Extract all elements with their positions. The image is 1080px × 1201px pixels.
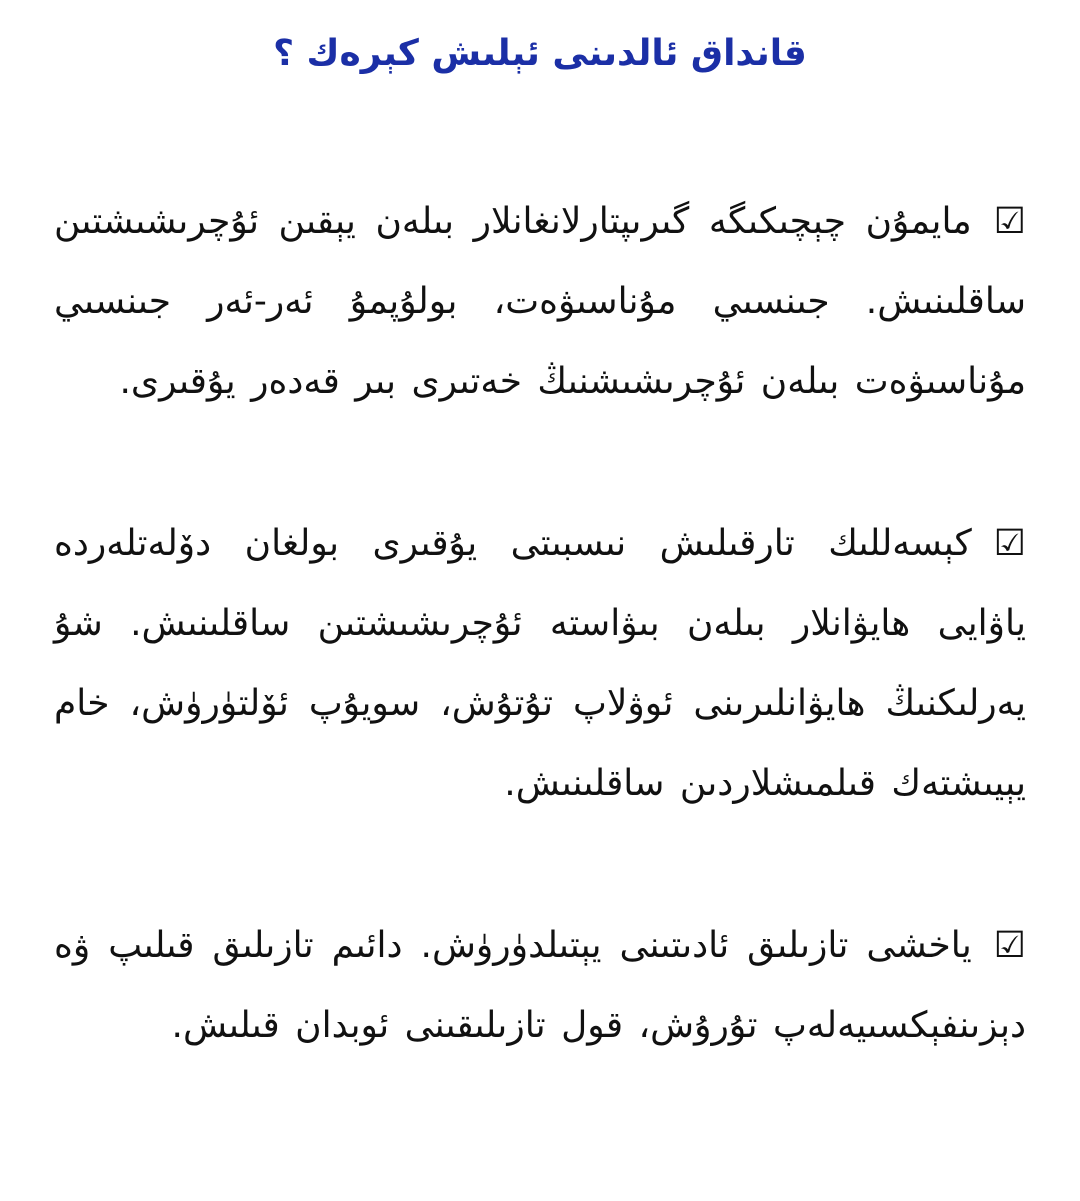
checkbox-checked-icon: ☑ [993, 523, 1026, 564]
paragraph-item-1 [54, 182, 1026, 422]
paragraph-text: كېسەللىك تارقىلىش نىسبىتى يۇقىرى بولغان دۆلەتلەردە ياۋايى ھايۋانلار بىلەن بىۋاستە ئۇچرىشىشتىن ساقلىنىش. شۇ يەرلىكنىڭ ھايۋانلىرىنى ئوۋلاپ تۇتۇش، سويۇپ ئۆلتۈرۈش، خام يېيىشتەك قىلمىشلاردىن ساقلىنىش. [54, 523, 1026, 804]
page-title: قانداق ئالدىنى ئېلىش كېرەك ؟ [273, 33, 807, 74]
paragraph-item-3 [54, 906, 1026, 1066]
checkbox-checked-icon: ☑ [993, 925, 1026, 966]
checkbox-checked-icon: ☑ [993, 201, 1026, 242]
paragraph-text: ياخشى تازىلىق ئادىتىنى يېتىلدۈرۈش. دائىم تازىلىق قىلىپ ۋە دېزىنفېكسىيەلەپ تۇرۇش، قول تازىلىقىنى ئوبدان قىلىش. [54, 925, 1026, 1046]
paragraph-item-2 [54, 504, 1026, 824]
paragraph-text: مايمۇن چېچىكىگە گىرىپتارلانغانلار بىلەن يېقىن ئۇچرىشىشتىن ساقلىنىش. جىنسىي مۇناسىۋەت، بولۇپمۇ ئەر-ئەر جىنسىي مۇناسىۋەت بىلەن ئۇچرىشىشنىڭ خەتىرى بىر قەدەر يۇقىرى. [54, 201, 1026, 402]
